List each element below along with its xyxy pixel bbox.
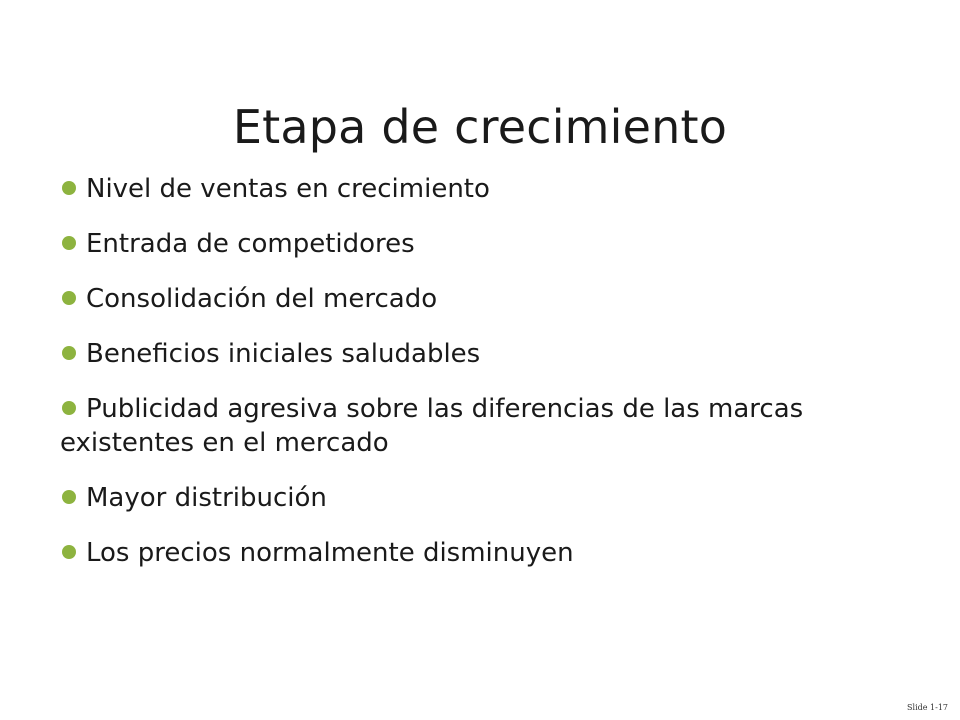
bullet-item bbox=[60, 481, 920, 515]
bullet-item bbox=[60, 392, 920, 460]
bullet-text: Entrada de competidores bbox=[86, 229, 415, 259]
bullet-text: Beneficios iniciales saludables bbox=[86, 339, 481, 369]
bullet-dot-icon bbox=[62, 545, 76, 559]
bullet-text: Publicidad agresiva sobre las diferencias de las marcas existentes en el mercado bbox=[60, 394, 804, 458]
bullet-dot-icon bbox=[62, 291, 76, 305]
bullet-dot-icon bbox=[62, 346, 76, 360]
bullet-text: Nivel de ventas en crecimiento bbox=[86, 174, 490, 204]
bullet-dot-icon bbox=[62, 490, 76, 504]
slide-number: Slide 1-17 bbox=[907, 703, 948, 712]
bullet-item bbox=[60, 172, 920, 206]
bullet-dot-icon bbox=[62, 181, 76, 195]
bullet-text: Mayor distribución bbox=[86, 483, 327, 513]
bullet-item bbox=[60, 227, 920, 261]
bullet-dot-icon bbox=[62, 401, 76, 415]
slide-title: Etapa de crecimiento bbox=[232, 99, 728, 154]
bullet-item bbox=[60, 536, 920, 570]
bullet-dot-icon bbox=[62, 236, 76, 250]
bullet-item bbox=[60, 337, 920, 371]
bullet-text: Consolidación del mercado bbox=[86, 284, 438, 314]
bullet-list bbox=[60, 172, 920, 591]
bullet-item bbox=[60, 282, 920, 316]
bullet-text: Los precios normalmente disminuyen bbox=[86, 538, 574, 568]
